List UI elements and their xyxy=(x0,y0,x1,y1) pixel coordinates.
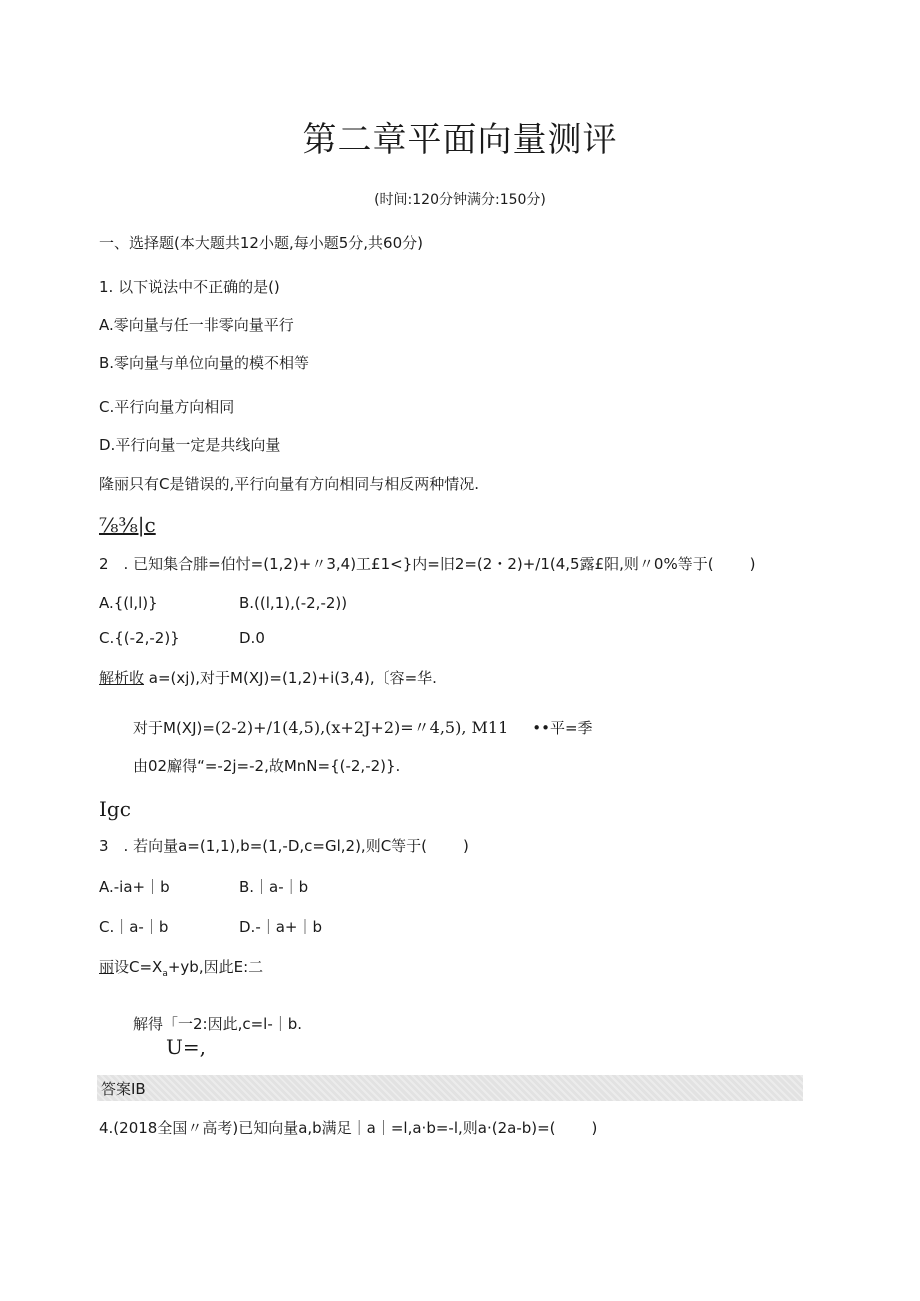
q1-option-b: B.零向量与单位向量的模不相等 xyxy=(99,354,310,372)
q3-option-d: D.-｜a+｜b xyxy=(239,918,323,936)
q3-explanation-subscript: a xyxy=(162,969,168,979)
section-heading: 一、选择题(本大题共12小题,每小题5分,共60分) xyxy=(99,234,423,252)
q2-stem-text: 2 . 已知集合腓=伯忖=(1,2)+〃3,4)工£1<}内=旧2=(2・2)+/1(4,5露£阳,则〃0%等于( xyxy=(99,555,714,573)
q3-stem xyxy=(99,836,469,856)
q4-stem-text: 4.(2018全国〃高考)已知向量a,b满足｜a｜=l,a·b=-l,则a·(2a-b)=( xyxy=(99,1119,556,1137)
q2-line2-prefix: 对于M(XJ)= xyxy=(133,719,215,737)
q1-option-d: D.平行向量一定是共线向量 xyxy=(99,436,281,454)
q2-option-c: C.{(-2,-2)} xyxy=(99,629,180,647)
q3-stem-close: ) xyxy=(463,837,469,855)
q3-option-a: A.-ia+｜b xyxy=(99,878,170,896)
q3-explanation-text-a: 设C=X xyxy=(114,958,163,976)
q1-option-c: C.平行向量方向相同 xyxy=(99,398,235,416)
q3-explanation xyxy=(99,957,263,984)
q3-explanation-line3: U=, xyxy=(166,1035,206,1059)
q3-stem-text: 3 . 若向量a=(1,1),b=(1,-D,c=Gl,2),则C等于( xyxy=(99,837,428,855)
q2-explanation-text: a=(xj),对于M(XJ)=(1,2)+i(3,4),〔容=华. xyxy=(144,669,437,687)
q3-explanation-line2: 解得「一2:因此,c=l-｜b. xyxy=(133,1015,303,1033)
q4-stem xyxy=(99,1118,597,1138)
q2-explanation-label: 解析收 xyxy=(99,669,145,687)
q2-option-b: B.((l,1),(-2,-2)) xyxy=(239,594,348,612)
q3-explanation-label: 丽 xyxy=(99,958,115,976)
q2-stem xyxy=(99,554,755,574)
q2-line2-formula: (2-2)+/1(4,5),(x+2J+2)=〃4,5), M11 xyxy=(214,718,509,737)
q2-option-a: A.{(l,l)} xyxy=(99,594,158,612)
q3-answer: 答案IB xyxy=(101,1080,146,1098)
q3-option-c: C.｜a-｜b xyxy=(99,918,169,936)
q3-answer-bar xyxy=(97,1075,803,1101)
q2-explanation-line2 xyxy=(133,716,593,740)
exam-time-score: (时间:120分钟满分:150分) xyxy=(374,192,546,208)
q2-line2-tail: ••平=季 xyxy=(532,719,593,737)
q2-answer: Igc xyxy=(99,797,131,821)
q1-explanation: 隆丽只有C是错误的,平行向量有方向相同与相反两种情况. xyxy=(99,475,480,493)
q2-option-d: D.0 xyxy=(239,629,265,647)
page-title: 第二章平面向量测评 xyxy=(302,120,618,160)
q2-stem-close: ) xyxy=(749,555,756,573)
q2-explanation xyxy=(99,668,437,688)
q1-stem: 1. 以下说法中不正确的是() xyxy=(99,278,280,296)
q1-option-a: A.零向量与任一非零向量平行 xyxy=(99,316,294,334)
q2-explanation-line3: 由02廨得“=-2j=-2,故MnN={(-2,-2)}. xyxy=(133,757,401,775)
q1-answer: ⅞⅜|c xyxy=(99,513,156,537)
q4-stem-close: ) xyxy=(591,1119,598,1137)
q3-option-b: B.｜a-｜b xyxy=(239,878,309,896)
q3-explanation-text-b: +yb,因此E:二 xyxy=(167,958,264,976)
